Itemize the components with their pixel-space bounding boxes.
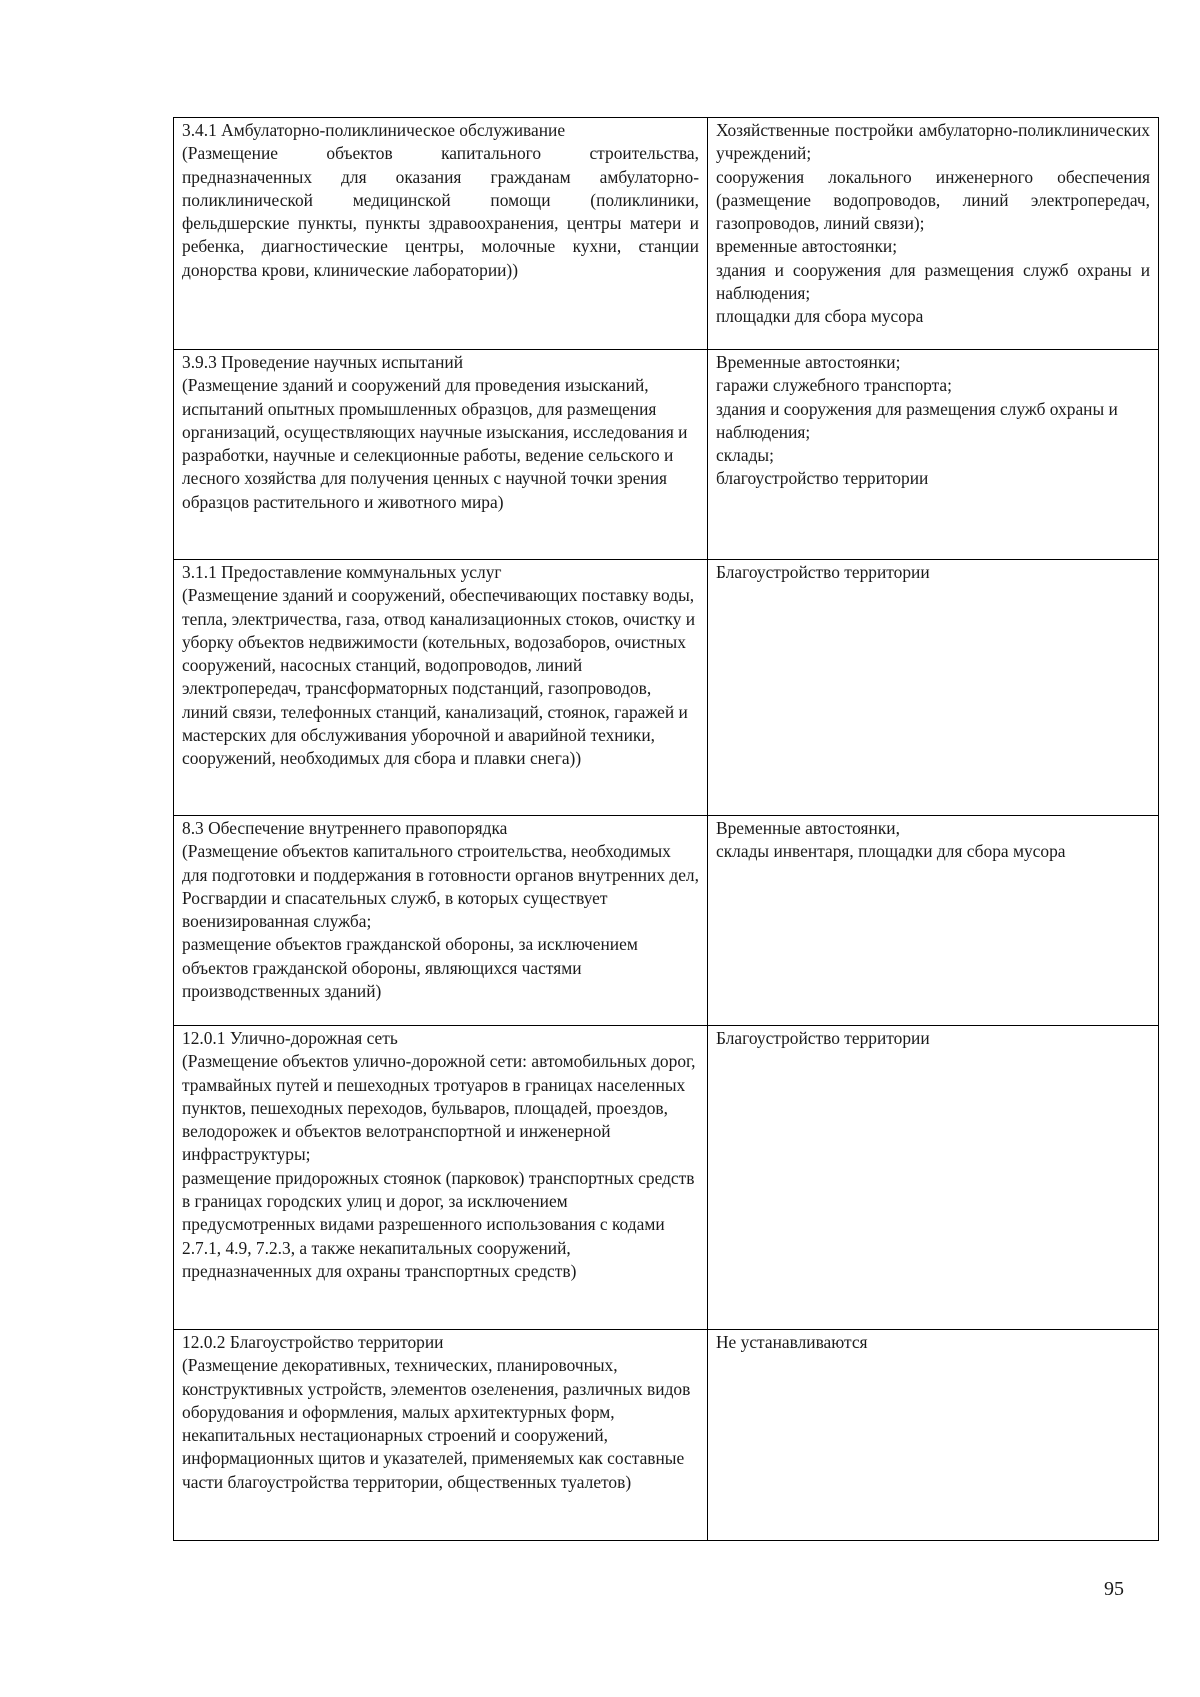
auxiliary-use-item: здания и сооружения для размещения служб охраны и наблюдения; <box>716 259 1150 304</box>
auxiliary-use-item: здания и сооружения для размещения служб охраны и наблюдения; <box>716 398 1118 442</box>
table-row <box>174 1330 1159 1541</box>
use-type-description: (Размещение объектов капитального строительства, необходимых для подготовки и поддержания в готовности органов внутренних дел, Росгвардии и спасательных служб, в которых существует военизированная служба; <box>182 841 699 932</box>
use-type-description: (Размещение зданий и сооружений, обеспечивающих поставку воды, тепла, электричества, газа, отвод канализационных стоков, очистку и уборку объектов недвижимости (котельных, водозаборов, очистных сооружений, насосных станций, водопроводов, линий электропередач, трансформаторных подстанций, газопроводов, линий связи, телефонных станций, канализаций, стоянок, гаражей и мастерских для обслуживания уборочной и аварийной техники, сооружений, необходимых для сбора и плавки снега)) <box>182 585 696 769</box>
auxiliary-use-item: Не устанавливаются <box>716 1332 868 1352</box>
main-use-cell <box>174 1026 708 1330</box>
use-type-description: (Размещение зданий и сооружений для проведения изысканий, испытаний опытных промышленных образцов, для размещения организаций, осуществляющих научные изыскания, исследования и разработки, научные и селекционные работы, ведение сельского и лесного хозяйства для получения ценных с научной точки зрения образцов растительного и животного мира) <box>182 375 688 512</box>
table-row <box>174 560 1159 816</box>
auxiliary-use-cell <box>708 1330 1159 1541</box>
use-type-description-continued: размещение придорожных стоянок (парковок) транспортных средств в границах городских улиц и дорог, за исключением предусмотренных видами разрешенного использования с кодами 2.7.1, 4.9, 7.2.3, а также некапитальных сооружений, предназначенных для охраны транспортных средств) <box>182 1167 695 1281</box>
use-type-title: 3.1.1 Предоставление коммунальных услуг <box>182 562 502 582</box>
main-use-cell <box>174 816 708 1026</box>
main-use-cell <box>174 560 708 816</box>
auxiliary-use-item: склады инвентаря, площадки для сбора мусора <box>716 841 1066 862</box>
use-type-title: 3.4.1 Амбулаторно-поликлиническое обслуживание <box>182 120 566 140</box>
auxiliary-use-item: временные автостоянки; <box>716 236 898 257</box>
use-type-description-continued: размещение объектов гражданской обороны, за исключением объектов гражданской обороны, являющихся частями производственных зданий) <box>182 934 638 1002</box>
use-type-title: 3.9.3 Проведение научных испытаний <box>182 352 464 372</box>
auxiliary-use-item: площадки для сбора мусора <box>716 306 924 327</box>
use-type-title: 12.0.2 Благоустройство территории <box>182 1332 444 1352</box>
auxiliary-use-cell <box>708 350 1159 560</box>
main-use-cell <box>174 350 708 560</box>
use-type-description: (Размещение декоративных, технических, планировочных, конструктивных устройств, элементов озеленения, различных видов оборудования и оформления, малых архитектурных форм, некапитальных нестационарных строений и сооружений, информационных щитов и указателей, применяемых как составные части благоустройства территории, общественных туалетов) <box>182 1355 691 1492</box>
auxiliary-use-item: Хозяйственные постройки амбулаторно-поликлинических учреждений; <box>716 120 1150 164</box>
main-use-cell <box>174 118 708 350</box>
use-type-description: (Размещение объектов капитального строительства, предназначенных для оказания гражданам амбулаторно-поликлинической медицинской помощи (поликлиники, фельдшерские пункты, пункты здравоохранения, центры матери и ребенка, диагностические центры, молочные кухни, станции донорства крови, клинические лаборатории)) <box>182 143 699 280</box>
auxiliary-use-item: Благоустройство территории <box>716 1028 930 1048</box>
table-row <box>174 350 1159 560</box>
auxiliary-use-item: склады; <box>716 445 774 466</box>
auxiliary-use-item: благоустройство территории <box>716 468 929 489</box>
auxiliary-use-cell <box>708 118 1159 350</box>
auxiliary-use-cell <box>708 816 1159 1026</box>
auxiliary-use-item: Временные автостоянки, <box>716 818 900 838</box>
use-type-description: (Размещение объектов улично-дорожной сети: автомобильных дорог, трамвайных путей и пешеходных тротуаров в границах населенных пунктов, пешеходных переходов, бульваров, площадей, проездов, велодорожек и объектов велотранспортной и инженерной инфраструктуры; <box>182 1051 696 1165</box>
auxiliary-use-item: Временные автостоянки; <box>716 352 901 372</box>
auxiliary-use-item: Благоустройство территории <box>716 562 930 582</box>
page-number: 95 <box>1104 1578 1124 1600</box>
use-type-title: 8.3 Обеспечение внутреннего правопорядка <box>182 818 508 838</box>
auxiliary-use-item: гаражи служебного транспорта; <box>716 375 952 396</box>
main-use-cell <box>174 1330 708 1541</box>
permitted-use-table <box>173 117 1159 1541</box>
table-row <box>174 1026 1159 1330</box>
auxiliary-use-cell <box>708 1026 1159 1330</box>
use-type-title: 12.0.1 Улично-дорожная сеть <box>182 1028 398 1048</box>
table-row <box>174 816 1159 1026</box>
auxiliary-use-item: сооружения локального инженерного обеспечения (размещение водопроводов, линий электропередач, газопроводов, линий связи); <box>716 166 1150 234</box>
table-row <box>174 118 1159 350</box>
auxiliary-use-cell <box>708 560 1159 816</box>
